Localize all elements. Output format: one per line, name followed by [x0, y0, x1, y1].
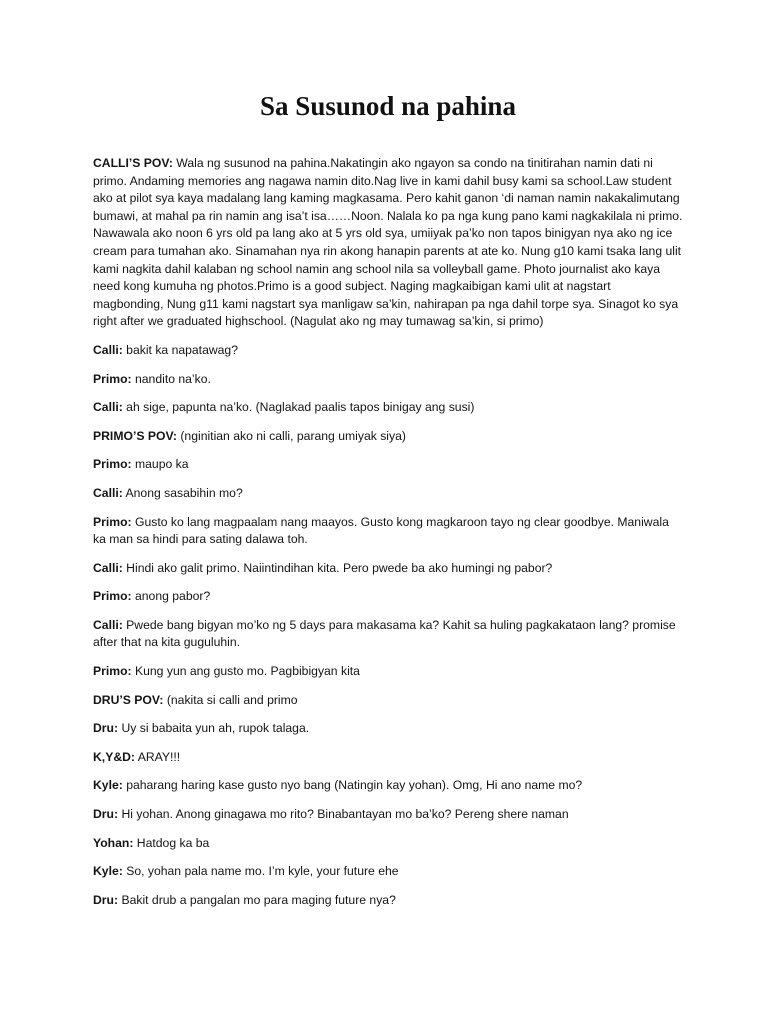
dialogue-text: Kung yun ang gusto mo. Pagbibigyan kita	[131, 664, 360, 679]
speaker-label: Primo:	[93, 457, 132, 472]
dialogue-paragraph	[93, 892, 683, 910]
speaker-label: Primo:	[93, 589, 132, 604]
dialogue-text: Uy si babaita yun ah, rupok talaga.	[118, 721, 310, 736]
dialogue-paragraph	[93, 806, 683, 824]
dialogue-paragraph	[93, 720, 683, 738]
dialogue-text: anong pabor?	[131, 589, 211, 604]
speaker-label: Calli:	[93, 400, 123, 415]
dialogue-paragraph	[93, 514, 683, 549]
dialogue-paragraph	[93, 342, 683, 360]
dialogue-text: (nakita si calli and primo	[163, 692, 298, 707]
dialogue-text: ARAY!!!	[134, 749, 181, 764]
speaker-label: PRIMO’S POV:	[93, 428, 177, 443]
dialogue-text: maupo ka	[131, 457, 189, 472]
speaker-label: Primo:	[93, 371, 132, 386]
dialogue-text: Pwede bang bigyan mo’ko ng 5 days para makasama ka? Kahit sa huling pagkakataon lang? promise after that na kita guguluhin.	[93, 617, 676, 650]
dialogue-paragraph	[93, 588, 683, 606]
speaker-label: Calli:	[93, 617, 123, 632]
dialogue-paragraph	[93, 692, 683, 710]
speaker-label: Primo:	[93, 664, 132, 679]
dialogue-paragraph	[93, 777, 683, 795]
speaker-label: Calli:	[93, 485, 123, 500]
speaker-label: Calli:	[93, 560, 123, 575]
dialogue-paragraph	[93, 749, 683, 767]
speaker-label: K,Y&D:	[93, 749, 135, 764]
dialogue-paragraph	[93, 617, 683, 652]
dialogue-text: Hi yohan. Anong ginagawa mo rito? Binabantayan mo ba’ko? Pereng shere naman	[118, 807, 569, 822]
dialogue-text: (nginitian ako ni calli, parang umiyak siya)	[176, 428, 406, 443]
dialogue-paragraph	[93, 560, 683, 578]
dialogue-paragraph	[93, 155, 683, 331]
speaker-label: DRU’S POV:	[93, 692, 164, 707]
dialogue-paragraph	[93, 835, 683, 853]
speaker-label: Dru:	[93, 892, 119, 907]
speaker-label: Yohan:	[93, 835, 134, 850]
document-title: Sa Susunod na pahina	[260, 91, 516, 121]
dialogue-text: Anong sasabihin mo?	[122, 485, 243, 500]
document-body	[93, 155, 683, 909]
dialogue-paragraph	[93, 485, 683, 503]
dialogue-text: Hatdog ka ba	[133, 835, 210, 850]
dialogue-text: nandito na’ko.	[131, 371, 211, 386]
dialogue-paragraph	[93, 456, 683, 474]
dialogue-text: Bakit drub a pangalan mo para maging future nya?	[118, 892, 396, 907]
speaker-label: Dru:	[93, 721, 119, 736]
speaker-label: Primo:	[93, 514, 132, 529]
dialogue-text: Gusto ko lang magpaalam nang maayos. Gusto kong magkaroon tayo ng clear goodbye. Maniwala ka man sa hindi para sating dalawa toh.	[93, 514, 669, 547]
dialogue-text: paharang haring kase gusto nyo bang (Natingin kay yohan). Omg, Hi ano name mo?	[122, 778, 583, 793]
speaker-label: Kyle:	[93, 778, 123, 793]
dialogue-text: So, yohan pala name mo. I’m kyle, your future ehe	[122, 864, 399, 879]
speaker-label: Kyle:	[93, 864, 123, 879]
speaker-label: CALLI’S POV:	[93, 156, 173, 170]
speaker-label: Dru:	[93, 807, 119, 822]
dialogue-text: Hindi ako galit primo. Naiintindihan kita. Pero pwede ba ako humingi ng pabor?	[122, 560, 553, 575]
dialogue-paragraph	[93, 371, 683, 389]
dialogue-text: Wala ng susunod na pahina.Nakatingin ako ngayon sa condo na tinitirahan namin dati ni primo. Andaming memories ang nagawa namin dito.Nag live in kami dahil busy kami sa school.Law student ako at pilot sya kaya madalang lang kaming magkasama. Pero kahit ganon ‘di naman namin nakakalimutang bumawi, at mahal pa rin namin ang isa’t isa……Noon. Nalala ko pa nga kung pano kami nagkakilala ni primo. Nawawala ako noon 6 yrs old pa lang ako at 5 yrs old sya, umiiyak pa’ko non tapos binigyan nya ako ng ice cream para tumahan ako. Sinamahan nya rin akong hanapin parents at ate ko. Nung g10 kami tsaka lang ulit kami nagkita dahil kalaban ng school namin ang school nila sa volleyball game. Photo journalist ako kaya need kong kumuha ng photos.Primo is a good subject. Naging magkaibigan kami ulit at nagstart magbonding, Nung g11 kami nagstart sya manligaw sa’kin, nahirapan pa nga dahil torpe sya. Sinagot ko sya right after we graduated highschool. (Nagulat ako ng may tumawag sa’kin, si primo)	[93, 156, 683, 329]
dialogue-text: ah sige, papunta na’ko. (Naglakad paalis tapos binigay ang susi)	[122, 400, 475, 415]
dialogue-text: bakit ka napatawag?	[122, 342, 238, 357]
dialogue-paragraph	[93, 863, 683, 881]
speaker-label: Calli:	[93, 342, 123, 357]
dialogue-paragraph	[93, 428, 683, 446]
dialogue-paragraph	[93, 663, 683, 681]
document-page	[93, 0, 683, 920]
dialogue-paragraph	[93, 399, 683, 417]
